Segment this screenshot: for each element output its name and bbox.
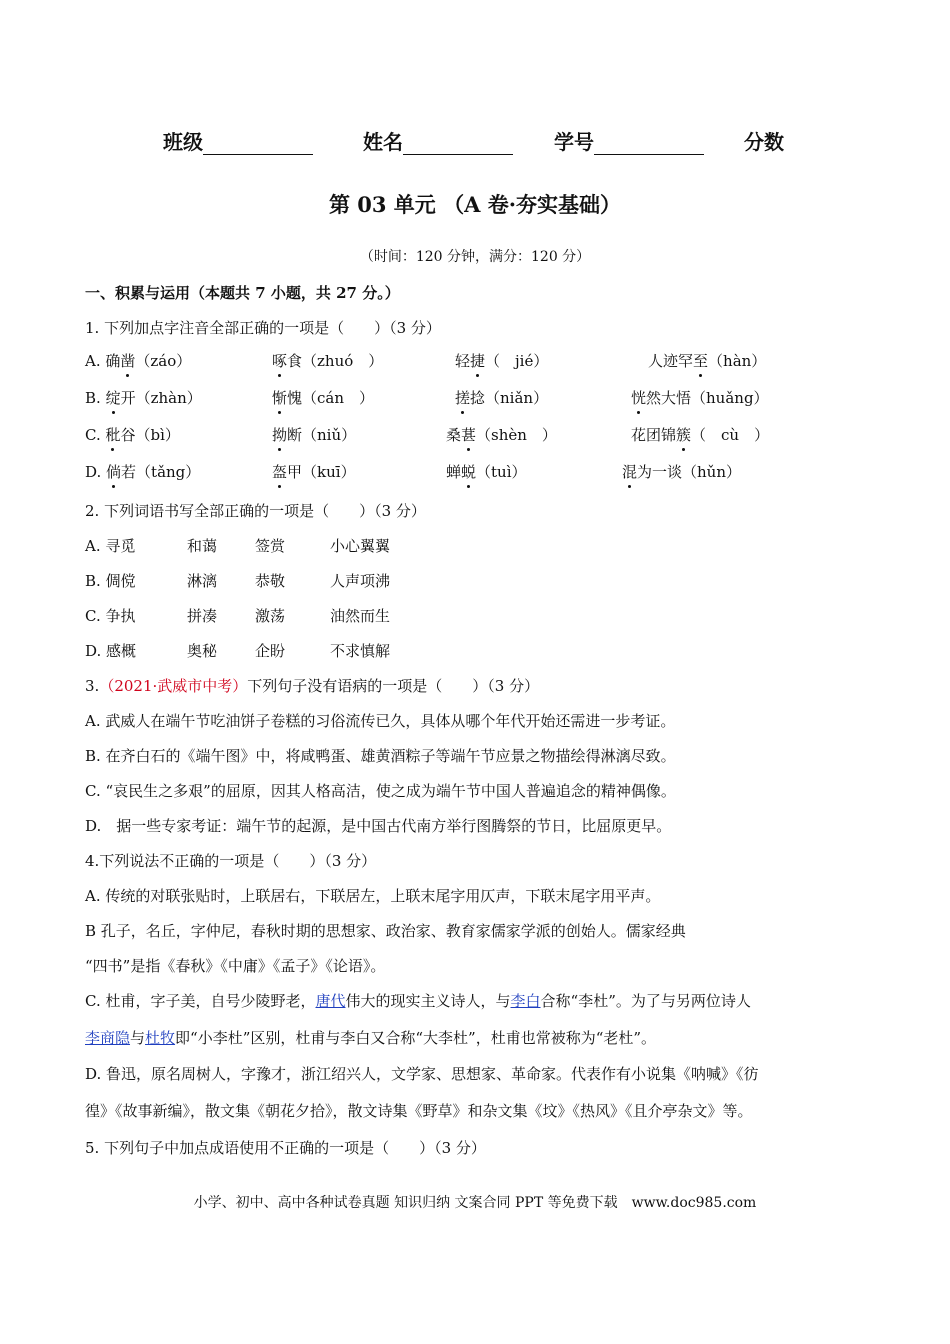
q2-d-1: D. 感概 (85, 642, 137, 660)
class-blank (203, 134, 313, 155)
link-li-shangyin[interactable]: 李商隐 (85, 1029, 131, 1047)
q2-d-3: 企盼 (255, 642, 286, 660)
link-tang-dynasty[interactable]: 唐代 (315, 992, 346, 1010)
q2-c-2: 拼凑 (187, 607, 218, 625)
q2-c-4: 油然而生 (330, 607, 391, 625)
q3-num: 3. (85, 677, 100, 695)
q1-d-3: 蝉蜕（tuì） (446, 463, 527, 481)
q2-c-3: 激荡 (255, 607, 286, 625)
q1-a-1: A. 确凿（záo） (85, 352, 192, 370)
page-footer: 小学、初中、高中各种试卷真题 知识归纳 文案合同 PPT 等免费下载 www.doc985.com (193, 1195, 757, 1211)
class-label: 班级 (163, 130, 203, 154)
q1-b-4: 恍然大悟（huǎng） (631, 389, 769, 407)
q3-option-a: A. 武威人在端午节吃油饼子卷糕的习俗流传已久，具体从哪个年代开始还需进一步考证。 (85, 712, 676, 730)
q2-a-2: 和蔼 (187, 537, 218, 555)
q3-stem (85, 675, 539, 696)
q1-a-4: 人迹罕至（hàn） (648, 352, 767, 370)
q1-b-2: 惭愧（cán ） (272, 389, 375, 407)
page-title: 第 03 单元 （A 卷·夯实基础） (328, 192, 622, 217)
q1-stem: 1. 下列加点字注音全部正确的一项是（ ）（3 分） (85, 319, 441, 337)
name-blank (403, 134, 513, 155)
q4-option-b-line1: B 孔子，名丘，字仲尼，春秋时期的思想家、政治家、教育家儒家学派的创始人。儒家经典 (85, 922, 686, 940)
q4-option-b-line2: “四书”是指《春秋》《中庸》《孟子》《论语》。 (85, 957, 386, 975)
q1-c-1: C. 秕谷（bì） (85, 426, 180, 444)
q4-option-a: A. 传统的对联张贴时，上联居右，下联居左，上联末尾字用仄声，下联末尾字用平声。 (85, 887, 661, 905)
q1-d-1: D. 倘若（tǎng） (85, 463, 201, 481)
link-du-mu[interactable]: 杜牧 (145, 1029, 176, 1047)
q1-b-1: B. 绽开（zhàn） (85, 389, 202, 407)
q3-option-b: B. 在齐白石的《端午图》中，将咸鸭蛋、雄黄酒粽子等端午节应景之物描绘得淋漓尽致。 (85, 747, 676, 765)
q2-a-4: 小心翼翼 (330, 537, 391, 555)
q2-d-4: 不求慎解 (330, 642, 391, 660)
q1-d-4: 混为一谈（hǔn） (622, 463, 741, 481)
q4-option-d-line1: D. 鲁迅，原名周树人，字豫才，浙江绍兴人，文学家、思想家、革命家。代表作有小说集《呐喊》《彷 (85, 1065, 759, 1083)
q4-option-c-line2: 李商隐与杜牧即“小李杜”区别，杜甫与李白又合称“大李杜”，杜甫也常被称为“老杜”。 (85, 1029, 657, 1047)
score-label: 分数 (744, 130, 784, 154)
q1-c-2: 拗断（niǔ） (272, 426, 357, 444)
q1-b-3: 搓捻（niǎn） (455, 389, 549, 407)
id-blank (594, 134, 704, 155)
q1-c-3: 桑葚（shèn ） (446, 426, 557, 444)
q4-stem: 4.下列说法不正确的一项是（ ）（3 分） (85, 852, 377, 870)
name-label: 姓名 (363, 130, 403, 154)
q2-b-4: 人声项沸 (330, 572, 391, 590)
q2-b-1: B. 倜傥 (85, 572, 136, 590)
q1-c-4: 花团锦簇（ cù ） (631, 426, 770, 444)
q2-c-1: C. 争执 (85, 607, 136, 625)
q2-b-3: 恭敬 (255, 572, 286, 590)
id-label: 学号 (554, 130, 594, 154)
q4-option-c-line1: C. 杜甫，字子美，自号少陵野老，唐代伟大的现实主义诗人，与李白合称“李杜”。为了与另两位诗人 (85, 992, 751, 1010)
id-field (554, 126, 704, 155)
q5-stem: 5. 下列句子中加点成语使用不正确的一项是（ ）（3 分） (85, 1139, 486, 1157)
section1-title: 一、积累与运用（本题共 7 小题，共 27 分。） (85, 284, 400, 302)
q3-source: （2021·武威市中考） (99, 677, 248, 695)
q3-stem-text: 下列句子没有语病的一项是（ ）（3 分） (247, 677, 540, 695)
q1-a-3: 轻捷（ jié） (455, 352, 549, 370)
q3-option-d: D. 据一些专家考证：端午节的起源，是中国古代南方举行图腾祭的节日，比屈原更早。 (85, 817, 672, 835)
q2-stem: 2. 下列词语书写全部正确的一项是（ ）（3 分） (85, 502, 426, 520)
class-field (163, 126, 313, 155)
q3-option-c: C. “哀民生之多艰”的屈原，因其人格高洁，使之成为端午节中国人普遍追念的精神偶像。 (85, 782, 676, 800)
q2-a-1: A. 寻觅 (85, 537, 136, 555)
link-li-bai[interactable]: 李白 (510, 992, 541, 1010)
q1-a-2: 啄食（zhuó ） (272, 352, 384, 370)
q2-a-3: 签赏 (255, 537, 286, 555)
name-field (363, 126, 513, 155)
score-field (744, 126, 784, 155)
q2-d-2: 奥秘 (187, 642, 218, 660)
time-note: （时间：120 分钟，满分：120 分） (359, 249, 591, 265)
q2-b-2: 淋漓 (187, 572, 218, 590)
q4-option-d-line2: 徨》《故事新编》，散文集《朝花夕拾》，散文诗集《野草》和杂文集《坟》《热风》《且介亭杂文》等。 (85, 1102, 753, 1120)
q1-d-2: 盔甲（kuī） (272, 463, 356, 481)
